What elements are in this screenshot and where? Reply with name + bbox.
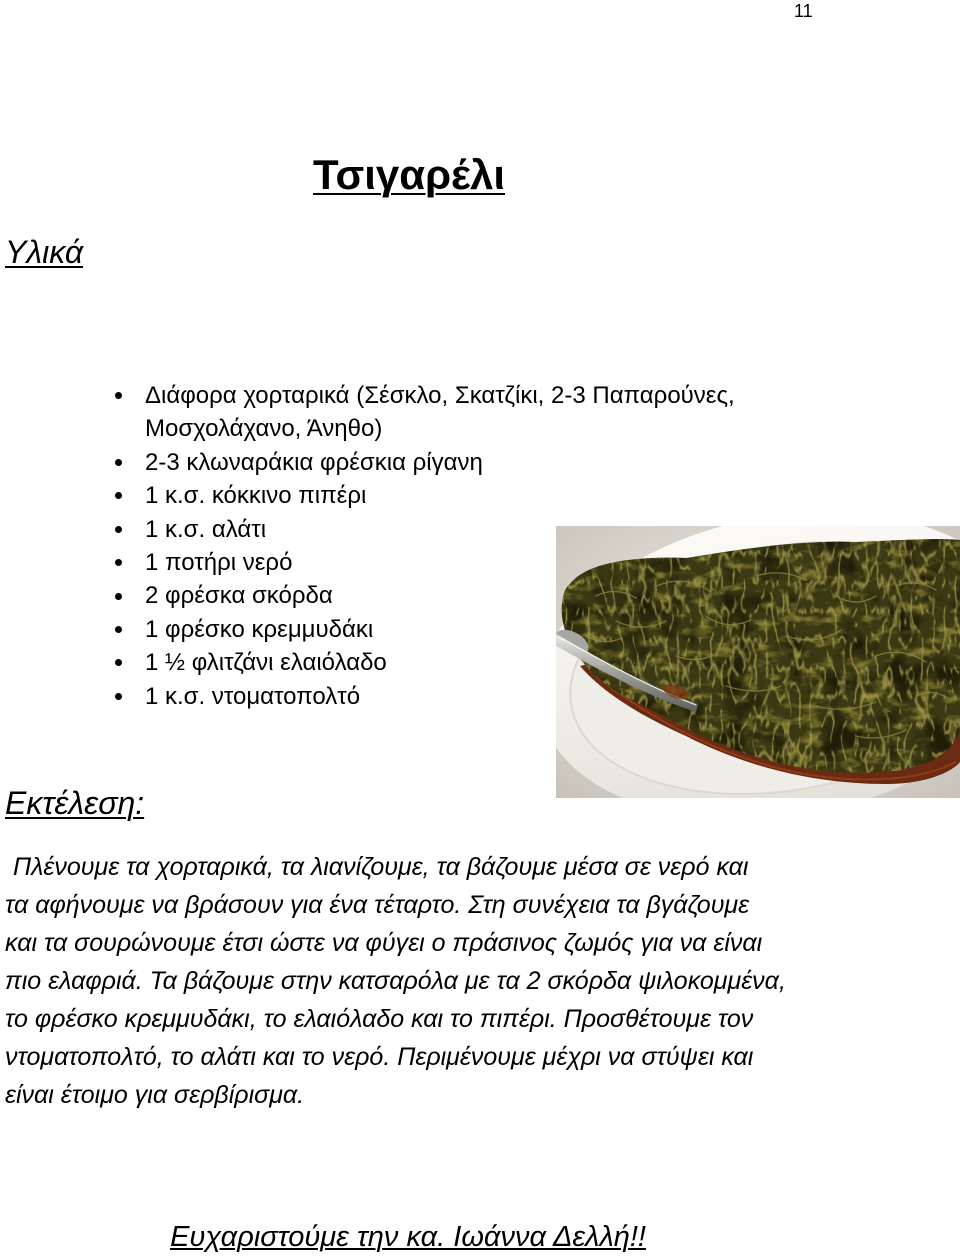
method-line: ντοματοπολτό, το αλάτι και το νερό. Περιμένουμε μέχρι να στύψει και: [5, 1043, 754, 1071]
execution-heading: Εκτέλεση:: [5, 785, 145, 821]
ingredient-text: 1 κ.σ. αλάτι: [145, 515, 267, 543]
method-line: και τα σουρώνουμε έτσι ώστε να φύγει ο πράσινος ζωμός για να είναι: [5, 929, 763, 957]
ingredient-text: 1 ποτήρι νερό: [145, 549, 293, 577]
page-number: 11: [794, 1, 813, 21]
method-line: το φρέσκο κρεμμυδάκι, το ελαιόλαδο και το πιπέρι. Προσθέτουμε τον: [5, 1005, 754, 1033]
dish-photo: [556, 526, 960, 798]
ingredient-text: 1 κ.σ. ντοματοπολτό: [145, 682, 361, 710]
ingredient-text: 2-3 κλωναράκια φρέσκια ρίγανη: [145, 448, 483, 476]
bullet-icon: [115, 392, 122, 399]
bullet-icon: [115, 492, 122, 499]
ingredient-text: 2 φρέσκα σκόρδα: [145, 582, 333, 610]
method-line: είναι έτοιμο για σερβίρισμα.: [5, 1081, 305, 1109]
ingredient-item: [108, 479, 815, 512]
ingredient-item: [108, 379, 815, 446]
bullet-icon: [115, 693, 122, 700]
bullet-icon: [115, 626, 122, 633]
ingredient-text: 1 ½ φλιτζάνι ελαιόλαδο: [145, 649, 387, 677]
bullet-icon: [115, 526, 122, 533]
method-line: Πλένουμε τα χορταρικά, τα λιανίζουμε, τα βάζουμε μέσα σε νερό και: [13, 853, 749, 881]
thanks-note: Ευχαριστούμε την κα. Ιωάννα Δελλή!!: [170, 1221, 646, 1253]
ingredients-heading: Υλικά: [5, 234, 84, 270]
method-paragraph: [5, 848, 955, 1114]
ingredient-item: [108, 446, 815, 479]
bullet-icon: [115, 459, 122, 466]
method-line: πιο ελαφριά. Τα βάζουμε στην κατσαρόλα με τα 2 σκόρδα ψιλοκομμένα,: [5, 967, 786, 995]
method-line: τα αφήνουμε να βράσουν για ένα τέταρτο. Στη συνέχεια τα βγάζουμε: [5, 891, 750, 919]
recipe-title: Τσιγαρέλι: [312, 151, 506, 198]
bullet-icon: [115, 659, 122, 666]
ingredient-text: 1 φρέσκο κρεμμυδάκι: [145, 615, 374, 643]
bullet-icon: [115, 593, 122, 600]
ingredient-text: Διάφορα χορταρικά (Σέσκλο, Σκατζίκι, 2-3 Παπαρούνες, Μοσχολάχανο, Άνηθο): [145, 382, 735, 443]
bullet-icon: [115, 559, 122, 566]
ingredient-text: 1 κ.σ. κόκκινο πιπέρι: [145, 482, 367, 510]
